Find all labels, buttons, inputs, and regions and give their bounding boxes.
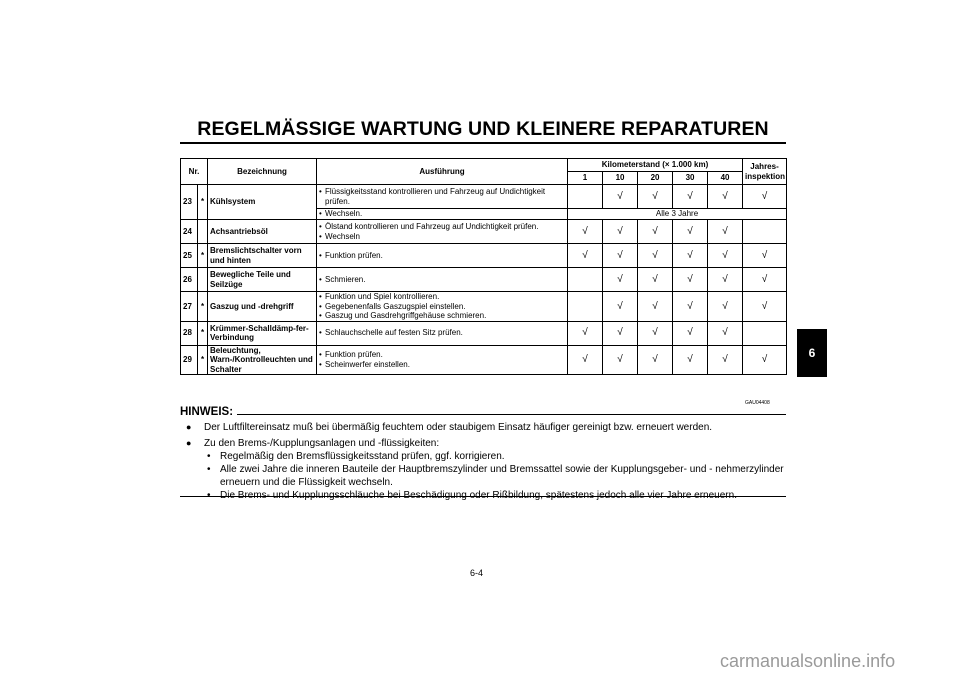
header-nr: Nr. — [181, 159, 208, 185]
table-row — [181, 185, 787, 209]
ausfuehrung-item: • Gegebenenfalls Gaszugspiel einstellen. — [319, 302, 565, 312]
check-mark: √ — [708, 220, 743, 244]
ausfuehrung-list — [319, 292, 565, 321]
hinweis-rule — [237, 414, 786, 415]
table-row — [181, 268, 787, 292]
row-bezeichnung: Gaszug und -drehgriff — [208, 292, 317, 322]
check-mark: √ — [743, 185, 787, 209]
table-row — [181, 345, 787, 375]
check-mark: √ — [673, 292, 708, 322]
hinweis-subitem: • Regelmäßig den Bremsflüssigkeitsstand prüfen, ggf. korrigieren. — [180, 450, 786, 463]
hinweis-list — [180, 421, 786, 502]
ausfuehrung-item: • Funktion und Spiel kontrollieren. — [319, 292, 565, 302]
header-km-40: 40 — [708, 172, 743, 185]
check-mark: √ — [708, 321, 743, 345]
row-bezeichnung: Bremslichtschalter vorn und hinten — [208, 244, 317, 268]
ausfuehrung-item: • Gaszug und Gasdrehgriffgehäuse schmieren. — [319, 311, 565, 321]
ausfuehrung-list — [319, 251, 565, 261]
ausfuehrung-item: • Wechseln — [319, 232, 565, 242]
watermark: carmanualsonline.info — [720, 651, 896, 671]
table-body — [181, 185, 787, 375]
hinweis-title: HINWEIS: — [180, 406, 234, 418]
ausfuehrung-cell — [317, 292, 568, 322]
check-mark: √ — [673, 244, 708, 268]
check-empty — [568, 185, 603, 209]
ausfuehrung-cell — [317, 345, 568, 375]
title-rule — [180, 142, 786, 144]
check-empty — [568, 268, 603, 292]
row-nr: 29 — [181, 345, 198, 375]
row-star: * — [198, 292, 208, 322]
check-mark: √ — [638, 321, 673, 345]
ausfuehrung-list — [319, 209, 565, 219]
header-km-10: 10 — [603, 172, 638, 185]
check-mark: √ — [638, 268, 673, 292]
header-row — [181, 159, 787, 172]
check-mark: √ — [743, 292, 787, 322]
check-mark: √ — [603, 220, 638, 244]
row-bezeichnung: Krümmer-Schalldämp-fer-Verbindung — [208, 321, 317, 345]
row-nr: 27 — [181, 292, 198, 322]
ausfuehrung-cell — [317, 209, 568, 220]
ausfuehrung-item: • Scheinwerfer einstellen. — [319, 360, 565, 370]
page-title: REGELMÄSSIGE WARTUNG UND KLEINERE REPARATUREN — [197, 118, 769, 140]
ausfuehrung-list — [319, 328, 565, 338]
page-number: 6-4 — [470, 568, 484, 578]
check-mark: √ — [603, 268, 638, 292]
check-mark: √ — [743, 345, 787, 375]
check-mark: √ — [603, 244, 638, 268]
check-mark: √ — [568, 220, 603, 244]
check-mark: √ — [638, 292, 673, 322]
check-mark: √ — [568, 321, 603, 345]
row-nr: 25 — [181, 244, 198, 268]
ausfuehrung-item: • Wechseln. — [319, 209, 565, 219]
check-mark: √ — [708, 345, 743, 375]
check-mark: √ — [568, 345, 603, 375]
ausfuehrung-list — [319, 222, 565, 241]
hinweis-header — [180, 406, 786, 418]
row-nr: 24 — [181, 220, 198, 244]
ausfuehrung-item: • Schmieren. — [319, 275, 565, 285]
check-empty — [743, 220, 787, 244]
table-row — [181, 321, 787, 345]
check-mark: √ — [673, 185, 708, 209]
check-mark: √ — [638, 220, 673, 244]
check-mark: √ — [708, 268, 743, 292]
check-mark: √ — [743, 244, 787, 268]
row-nr: 26 — [181, 268, 198, 292]
header-kilometerstand: Kilometerstand (× 1.000 km) — [568, 159, 743, 172]
row-nr: 23 — [181, 185, 198, 220]
ausfuehrung-item: • Funktion prüfen. — [319, 251, 565, 261]
check-mark: √ — [638, 345, 673, 375]
check-mark: √ — [568, 244, 603, 268]
ausfuehrung-item: • Schlauchschelle auf festen Sitz prüfen. — [319, 328, 565, 338]
doc-code: GAU04408 — [745, 400, 770, 406]
header-km-20: 20 — [638, 172, 673, 185]
row-star — [198, 220, 208, 244]
ausfuehrung-cell — [317, 185, 568, 209]
hinweis-item: ● Zu den Brems-/Kupplungsanlagen und -flüssigkeiten: — [180, 437, 786, 450]
section-tab: 6 — [797, 329, 827, 377]
check-mark: √ — [603, 185, 638, 209]
header-jahresinspektion: Jahres- inspektion — [743, 159, 787, 185]
check-mark: √ — [708, 292, 743, 322]
check-mark: √ — [638, 185, 673, 209]
ausfuehrung-list — [319, 187, 565, 206]
check-mark: √ — [603, 345, 638, 375]
table-row — [181, 220, 787, 244]
check-mark: √ — [673, 220, 708, 244]
row-star: * — [198, 321, 208, 345]
ausfuehrung-item: • Ölstand kontrollieren und Fahrzeug auf Undichtigkeit prüfen. — [319, 222, 565, 232]
check-mark: √ — [603, 321, 638, 345]
check-mark: √ — [638, 244, 673, 268]
interval-span: Alle 3 Jahre — [568, 209, 787, 220]
header-km-1: 1 — [568, 172, 603, 185]
row-bezeichnung: Bewegliche Teile und Seilzüge — [208, 268, 317, 292]
header-bezeichnung: Bezeichnung — [208, 159, 317, 185]
header-ausfuehrung: Ausführung — [317, 159, 568, 185]
ausfuehrung-cell — [317, 268, 568, 292]
hinweis-block — [180, 406, 786, 502]
ausfuehrung-item: • Funktion prüfen. — [319, 350, 565, 360]
row-star: * — [198, 185, 208, 220]
ausfuehrung-cell — [317, 244, 568, 268]
ausfuehrung-item: • Flüssigkeitsstand kontrollieren und Fahrzeug auf Undichtigkeit prüfen. — [319, 187, 565, 206]
check-mark: √ — [743, 268, 787, 292]
hinweis-subitem: • Die Brems- und Kupplungsschläuche bei Beschädigung oder Rißbildung, spätestens jedoch alle vier Jahre erneuern. — [180, 489, 786, 502]
table-row — [181, 244, 787, 268]
table-row — [181, 292, 787, 322]
row-star — [198, 268, 208, 292]
row-bezeichnung: Achsantriebsöl — [208, 220, 317, 244]
check-empty — [568, 292, 603, 322]
check-mark: √ — [708, 244, 743, 268]
check-mark: √ — [673, 321, 708, 345]
bottom-rule — [180, 496, 786, 497]
row-star: * — [198, 345, 208, 375]
check-mark: √ — [603, 292, 638, 322]
check-mark: √ — [673, 345, 708, 375]
table-head — [181, 159, 787, 185]
header-km-30: 30 — [673, 172, 708, 185]
ausfuehrung-list — [319, 275, 565, 285]
check-mark: √ — [708, 185, 743, 209]
ausfuehrung-cell — [317, 220, 568, 244]
ausfuehrung-cell — [317, 321, 568, 345]
row-bezeichnung: Kühlsystem — [208, 185, 317, 220]
hinweis-subitem: • Alle zwei Jahre die inneren Bauteile der Hauptbremszylinder und Bremssattel sowie der Kupplungsgeber- und - nehmerzylinder erneuern und die Flüssigkeit wechseln. — [180, 463, 786, 489]
row-star: * — [198, 244, 208, 268]
ausfuehrung-list — [319, 350, 565, 369]
maintenance-table — [180, 158, 787, 375]
row-bezeichnung: Beleuchtung, Warn-/Kontrolleuchten und Schalter — [208, 345, 317, 375]
check-mark: √ — [673, 268, 708, 292]
check-empty — [743, 321, 787, 345]
hinweis-item: ● Der Luftfiltereinsatz muß bei übermäßig feuchtem oder staubigem Einsatz häufiger gereinigt bzw. erneuert werden. — [180, 421, 786, 434]
row-nr: 28 — [181, 321, 198, 345]
